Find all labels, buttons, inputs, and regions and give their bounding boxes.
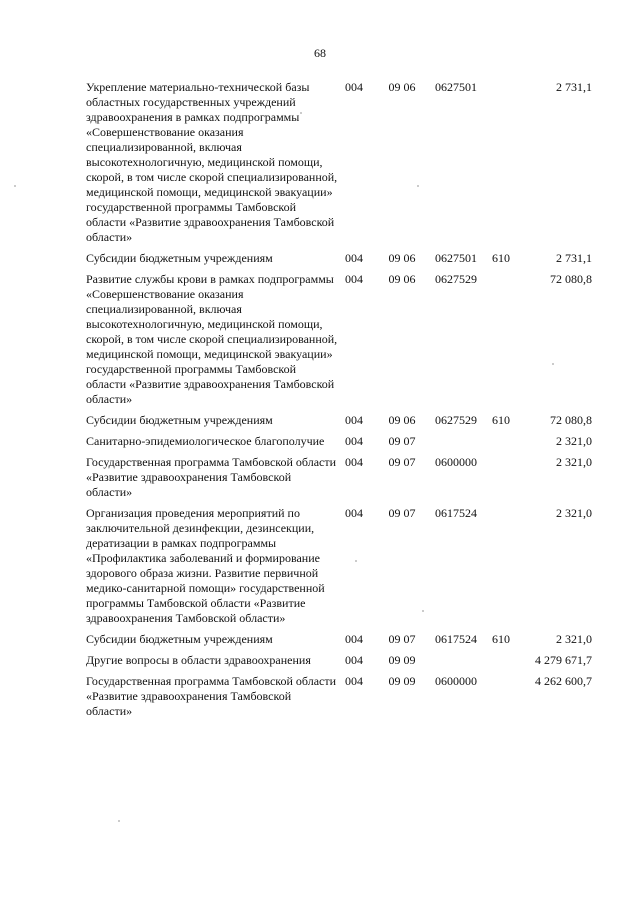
row-sum: 2 321,0 [556, 434, 592, 448]
row-sum: 72 080,8 [550, 272, 592, 286]
row-csr: 0600000 [435, 455, 477, 469]
table-row [86, 632, 592, 653]
row-rz: 09 07 [388, 632, 416, 646]
row-vr [486, 272, 516, 413]
row-name: Государственная программа Тамбовской области «Развитие здравоохранения Тамбовской области» [86, 674, 337, 718]
row-rz: 09 06 [388, 272, 416, 286]
table-row [86, 674, 592, 725]
table-row [86, 272, 592, 413]
row-sum: 2 321,0 [556, 455, 592, 469]
row-vr [486, 506, 516, 632]
scan-speck [417, 185, 419, 187]
scan-speck [422, 610, 424, 612]
row-vr [486, 653, 516, 674]
row-ved: 004 [345, 506, 363, 520]
row-name: Субсидии бюджетным учреждениям [86, 632, 273, 646]
row-rz: 09 07 [388, 506, 416, 520]
row-vr [486, 674, 516, 725]
row-name: Субсидии бюджетным учреждениям [86, 413, 273, 427]
row-name: Субсидии бюджетным учреждениям [86, 251, 273, 265]
row-ved: 004 [345, 434, 363, 448]
row-vr [486, 80, 516, 251]
page-number: 68 [314, 46, 326, 60]
budget-table [86, 80, 592, 725]
row-sum: 72 080,8 [550, 413, 592, 427]
row-csr [426, 434, 486, 455]
table-row [86, 413, 592, 434]
table-row [86, 80, 592, 251]
row-ved: 004 [345, 251, 363, 265]
row-ved: 004 [345, 455, 363, 469]
scan-speck [300, 112, 302, 114]
row-vr [486, 455, 516, 506]
row-name: Организация проведения мероприятий по заключительной дезинфекции, дезинсекции, дератизации в рамках подпрограммы «Профилактика заболеваний и формирование здорового образа жизни. Развитие первичной медико-санитарной помощи» государственной программы Тамбовской области «Развитие здравоохранения Тамбовской области» [86, 506, 325, 625]
row-vr: 610 [492, 413, 510, 427]
table-row [86, 251, 592, 272]
row-name: Санитарно-эпидемиологическое благополучие [86, 434, 325, 448]
row-csr: 0627529 [435, 272, 477, 286]
row-ved: 004 [345, 674, 363, 688]
row-sum: 2 321,0 [556, 506, 592, 520]
row-csr: 0627501 [435, 80, 477, 94]
row-rz: 09 06 [388, 251, 416, 265]
row-vr: 610 [492, 251, 510, 265]
row-csr: 0617524 [435, 632, 477, 646]
row-rz: 09 06 [388, 413, 416, 427]
row-csr: 0627529 [435, 413, 477, 427]
row-rz: 09 07 [388, 434, 416, 448]
table-row [86, 653, 592, 674]
row-rz: 09 07 [388, 455, 416, 469]
row-rz: 09 06 [388, 80, 416, 94]
scan-speck [355, 560, 357, 562]
row-name: Развитие службы крови в рамках подпрограммы «Совершенствование оказания специализированной, включая высокотехнологичную, медицинской помощи, скорой, в том числе скорой специализированной, медицинской помощи, медицинской эвакуации» государственной программы Тамбовской области «Развитие здравоохранения Тамбовской области» [86, 272, 338, 406]
row-csr: 0600000 [435, 674, 477, 688]
scan-speck [118, 820, 120, 822]
scan-speck [552, 363, 554, 365]
row-csr [426, 653, 486, 674]
scan-speck [14, 185, 16, 187]
row-sum: 2 731,1 [556, 80, 592, 94]
row-name: Другие вопросы в области здравоохранения [86, 653, 311, 667]
row-sum: 4 279 671,7 [535, 653, 592, 667]
row-sum: 2 321,0 [556, 632, 592, 646]
row-csr: 0627501 [435, 251, 477, 265]
row-name: Государственная программа Тамбовской области «Развитие здравоохранения Тамбовской области» [86, 455, 337, 499]
row-rz: 09 09 [388, 674, 416, 688]
row-vr [486, 434, 516, 455]
row-ved: 004 [345, 413, 363, 427]
row-vr: 610 [492, 632, 510, 646]
row-ved: 004 [345, 653, 363, 667]
row-sum: 4 262 600,7 [535, 674, 592, 688]
row-rz: 09 09 [388, 653, 416, 667]
row-csr: 0617524 [435, 506, 477, 520]
table-row [86, 506, 592, 632]
row-sum: 2 731,1 [556, 251, 592, 265]
row-name: Укрепление материально-технической базы областных государственных учреждений здравоохранения в рамках подпрограммы «Совершенствование оказания специализированной, включая высокотехнологичную, медицинской помощи, скорой, в том числе скорой специализированной, медицинской помощи, медицинской эвакуации» государственной программы Тамбовской области «Развитие здравоохранения Тамбовской области» [86, 80, 338, 244]
row-ved: 004 [345, 632, 363, 646]
table-row [86, 455, 592, 506]
row-ved: 004 [345, 80, 363, 94]
table-row [86, 434, 592, 455]
row-ved: 004 [345, 272, 363, 286]
